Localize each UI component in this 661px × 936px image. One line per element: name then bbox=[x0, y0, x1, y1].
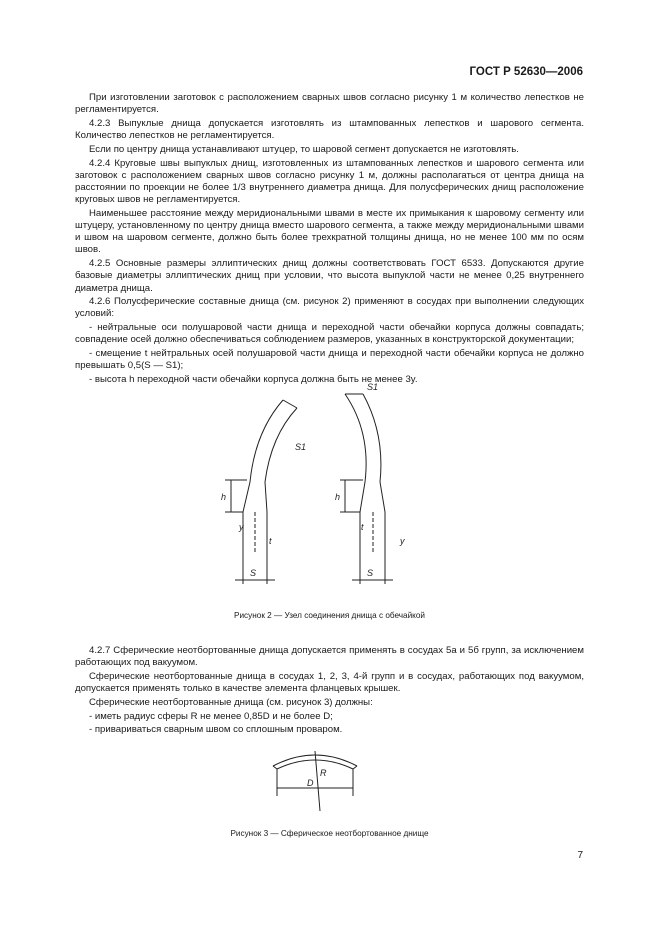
label-t-right: t bbox=[361, 522, 364, 532]
list-item: - нейтральные оси полушаровой части днища и переходной части обечайки корпуса должны совпадать; совпадение осей должно обеспечиваться соблюдением размеров, указанных в конструкторской документации; bbox=[75, 322, 584, 346]
label-s-right: S bbox=[367, 568, 374, 578]
paragraph: 4.2.5 Основные размеры эллиптических днищ должны соответствовать ГОСТ 6533. Допускаются другие базовые диаметры эллиптических днищ при условии, что высота выпуклой части не менее 0,25 внутреннего диаметра днища. bbox=[75, 258, 584, 294]
label-r: R bbox=[320, 768, 327, 778]
paragraph: Сферические неотбортованные днища (см. рисунок 3) должны: bbox=[89, 696, 373, 708]
label-h-right: h bbox=[335, 492, 341, 502]
figure-3-drawing bbox=[265, 736, 365, 816]
label-s1-left: S1 bbox=[295, 442, 307, 452]
paragraph: 4.2.4 Круговые швы выпуклых днищ, изготовленных из штампованных лепестков и шарового сегмента или заготовок с расположением сварных швов согласно рисунку 1 м, должны располагаться от центра днища на расстоянии по проекции не более 1/3 внутреннего диаметра днища. Для полусферических днищ расположение круговых швов не регламентируется. bbox=[75, 157, 584, 206]
paragraph: Наименьшее расстояние между меридиональными швами в месте их примыкания к шаровому сегменту или штуцеру, установленному по центру днища вместо шарового сегмента, а также между меридиональными швами и швом на шаровом сегменте, должно быть более трехкратной толщины днища, но не менее 100 мм по осям швов. bbox=[75, 207, 584, 256]
paragraph: Если по центру днища устанавливают штуцер, то шаровой сегмент допускается не изготовлять. bbox=[89, 143, 519, 155]
paragraph: При изготовлении заготовок с расположением сварных швов согласно рисунку 1 м количество лепестков не регламентируется. bbox=[75, 92, 584, 116]
standard-header: ГОСТ Р 52630—2006 bbox=[469, 66, 583, 78]
page-number: 7 bbox=[577, 850, 583, 861]
label-t-left: t bbox=[269, 536, 272, 546]
figure-3-caption: Рисунок 3 — Сферическое неотбортованное днище bbox=[230, 829, 429, 838]
list-item: - привариваться сварным швом со сплошным проваром. bbox=[89, 724, 343, 736]
label-y-left: y bbox=[239, 522, 244, 532]
section-text-1 bbox=[75, 92, 584, 388]
paragraph: 4.2.6 Полусферические составные днища (см. рисунок 2) применяют в сосудах при выполнении следующих условий: bbox=[75, 296, 584, 320]
label-s1-right: S1 bbox=[367, 382, 379, 392]
list-item: - иметь радиус сферы R не менее 0,85D и не более D; bbox=[89, 710, 333, 722]
list-item: - смещение t нейтральных осей полушаровой части днища и переходной части обечайки корпуса не должно превышать 0,5(S — S1); bbox=[75, 348, 584, 372]
weld-joint-diagram bbox=[195, 372, 435, 592]
figure-2-drawing bbox=[195, 372, 435, 592]
paragraph: 4.2.7 Сферические неотбортованные днища допускается применять в сосудах 5а и 5б групп, за исключением работающих под вакуумом. bbox=[75, 645, 584, 669]
section-text-2 bbox=[75, 645, 584, 738]
list-item: - высота h переходной части обечайки корпуса должна быть не менее 3y. bbox=[89, 373, 418, 385]
paragraph: 4.2.3 Выпуклые днища допускается изготовлять из штампованных лепестков и шарового сегмента. Количество лепестков не регламентируется. bbox=[75, 117, 584, 142]
label-h-left: h bbox=[221, 492, 227, 502]
label-d: D bbox=[307, 778, 314, 788]
figure-2-caption: Рисунок 2 — Узел соединения днища с обечайкой bbox=[234, 611, 425, 620]
label-y-right: y bbox=[400, 536, 405, 546]
spherical-head-diagram bbox=[265, 736, 365, 816]
label-s-left: S bbox=[250, 568, 257, 578]
paragraph: Сферические неотбортованные днища в сосудах 1, 2, 3, 4-й групп и в сосудах, работающих под вакуумом, допускается применять только в качестве элемента фланцевых крышек. bbox=[75, 670, 584, 695]
